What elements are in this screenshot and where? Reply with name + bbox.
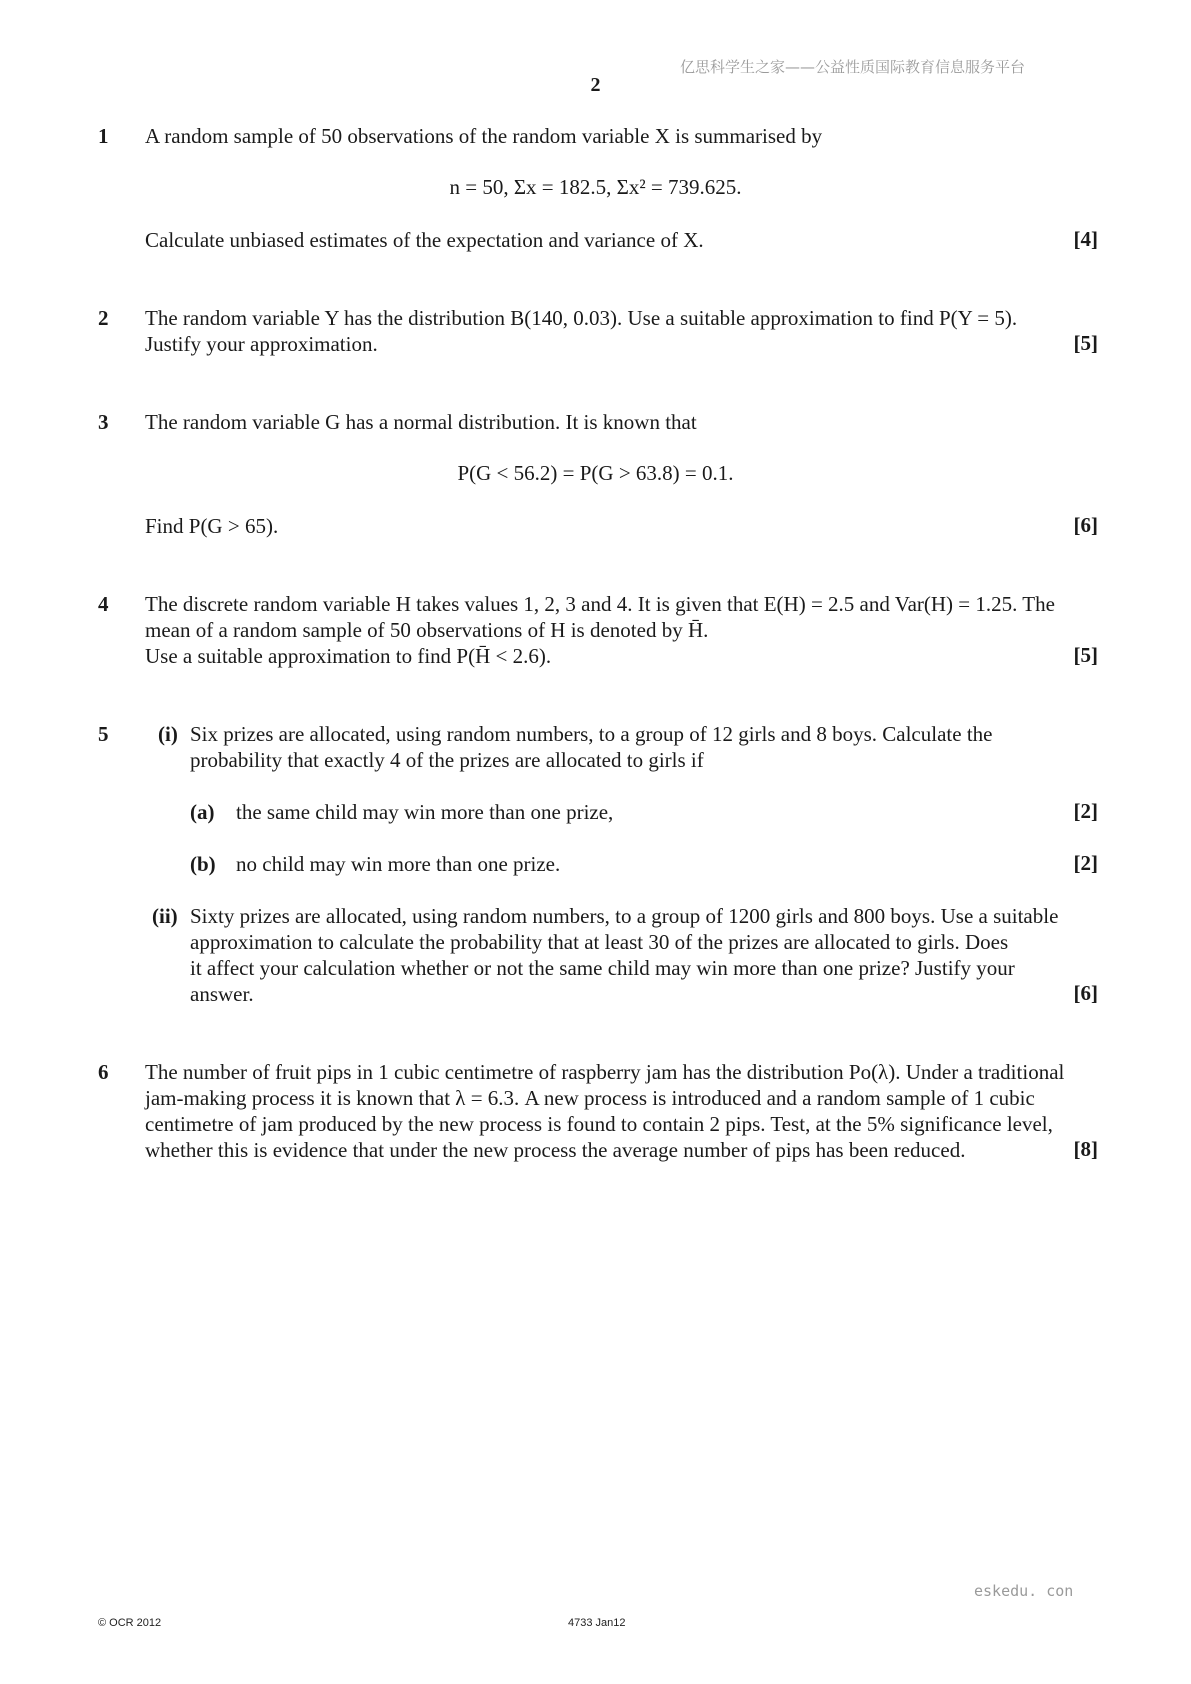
question-3-formula: P(G < 56.2) = P(G > 63.8) = 0.1.	[457, 461, 734, 485]
question-5-part-b-marks: [2]	[1073, 851, 1098, 875]
question-4-line1: The discrete random variable H takes values 1, 2, 3 and 4. It is given that E(H) = 2.5 and Var(H) = 1.25. The	[145, 592, 1055, 616]
question-1-number: 1	[98, 124, 109, 148]
question-5-part-ii-line1: Sixty prizes are allocated, using random numbers, to a group of 1200 girls and 800 boys. Use a suitable	[190, 904, 1059, 928]
footer-paper-code: 4733 Jan12	[568, 1617, 626, 1629]
question-5-part-b-label: (b)	[190, 852, 216, 876]
question-1-task: Calculate unbiased estimates of the expectation and variance of X.	[145, 228, 704, 252]
question-4-line3: Use a suitable approximation to find P(H̄ < 2.6).	[145, 644, 552, 668]
question-5-part-i-line2: probability that exactly 4 of the prizes are allocated to girls if	[190, 748, 704, 772]
question-1-formula: n = 50, Σx = 182.5, Σx² = 739.625.	[449, 175, 742, 199]
question-5-part-ii-marks: [6]	[1073, 981, 1098, 1005]
question-5-part-ii-label: (ii)	[152, 904, 178, 928]
question-1-marks: [4]	[1073, 227, 1098, 251]
page-number: 2	[590, 74, 601, 96]
question-5-part-ii-line4: answer.	[190, 982, 254, 1006]
question-2-line2: Justify your approximation.	[145, 332, 378, 356]
question-5-number: 5	[98, 722, 109, 746]
question-6-line4: whether this is evidence that under the new process the average number of pips has been reduced.	[145, 1138, 966, 1162]
question-4-line2: mean of a random sample of 50 observations of H is denoted by H̄.	[145, 618, 709, 642]
question-6-line2: jam-making process it is known that λ = 6.3. A new process is introduced and a random sample of 1 cubic	[145, 1086, 1035, 1110]
question-5-part-a-text: the same child may win more than one prize,	[236, 800, 614, 824]
question-6-marks: [8]	[1073, 1137, 1098, 1161]
question-3-stem: The random variable G has a normal distribution. It is known that	[145, 410, 697, 434]
question-5-part-ii-line3: it affect your calculation whether or not the same child may win more than one prize? Justify your	[190, 956, 1015, 980]
question-6-number: 6	[98, 1060, 109, 1084]
question-2-marks: [5]	[1073, 331, 1098, 355]
question-3-task: Find P(G > 65).	[145, 514, 279, 538]
question-4-number: 4	[98, 592, 109, 616]
question-6-line1: The number of fruit pips in 1 cubic centimetre of raspberry jam has the distribution Po(λ). Under a traditional	[145, 1060, 1065, 1084]
question-5-part-i-line1: Six prizes are allocated, using random numbers, to a group of 12 girls and 8 boys. Calculate the	[190, 722, 993, 746]
question-6-line3: centimetre of jam produced by the new process is found to contain 2 pips. Test, at the 5% significance level,	[145, 1112, 1053, 1136]
question-2-line1: The random variable Y has the distribution B(140, 0.03). Use a suitable approximation to find P(Y = 5).	[145, 306, 1018, 330]
question-2-number: 2	[98, 306, 109, 330]
question-3-number: 3	[98, 410, 109, 434]
question-5-part-i-label: (i)	[158, 722, 178, 746]
question-3-marks: [6]	[1073, 513, 1098, 537]
question-4-marks: [5]	[1073, 643, 1098, 667]
footer-copyright: © OCR 2012	[98, 1617, 162, 1629]
question-1-stem: A random sample of 50 observations of the random variable X is summarised by	[145, 124, 823, 148]
watermark-header: 亿思科学生之家——公益性质国际教育信息服务平台	[680, 58, 1026, 76]
footer-site-watermark: eskedu. con	[974, 1582, 1074, 1600]
question-5-part-b-text: no child may win more than one prize.	[236, 852, 561, 876]
question-5-part-ii-line2: approximation to calculate the probability that at least 30 of the prizes are allocated to girls. Does	[190, 930, 1009, 954]
question-5-part-a-marks: [2]	[1073, 799, 1098, 823]
question-5-part-a-label: (a)	[190, 800, 215, 824]
